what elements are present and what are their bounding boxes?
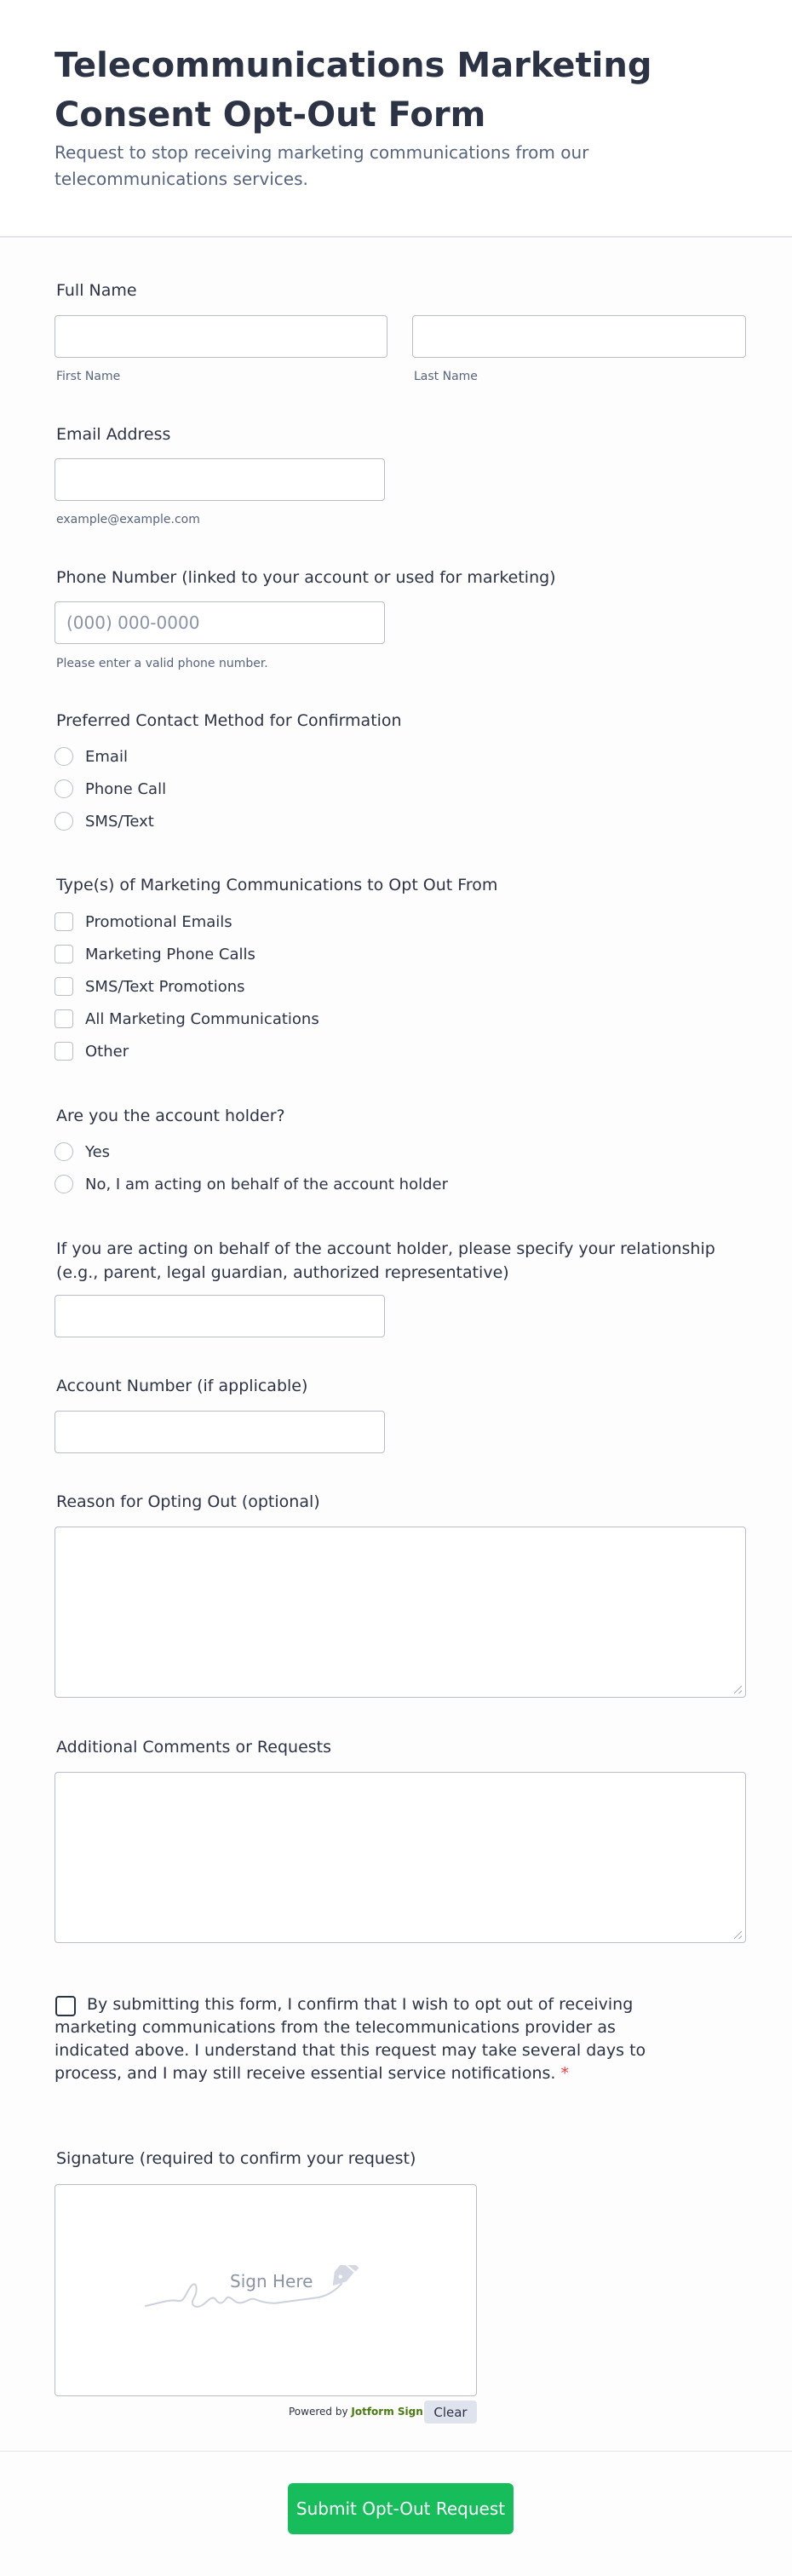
powered-brand[interactable]: Jotform Sign [351,2406,423,2418]
first-name-sublabel: First Name [56,370,121,383]
powered-prefix: Powered by [289,2406,348,2418]
footer-divider [0,2451,792,2452]
email-label: Email Address [56,425,171,444]
resize-handle-icon[interactable] [734,1931,742,1939]
last-name-sublabel: Last Name [414,370,478,383]
comm-type-option[interactable] [55,975,245,998]
comm-type-option[interactable] [55,1007,319,1031]
email-input[interactable] [55,458,385,501]
radio-circle[interactable] [55,1142,73,1161]
checkbox-square[interactable] [55,977,73,996]
comm-type-option-label: All Marketing Communications [85,1009,319,1028]
comm-type-option-label: Promotional Emails [85,912,232,931]
comments-label: Additional Comments or Requests [56,1738,331,1757]
comm-type-option[interactable] [55,910,232,934]
phone-sublabel: Please enter a valid phone number. [56,657,268,670]
signature-label: Signature (required to confirm your request) [56,2149,416,2168]
reason-label: Reason for Opting Out (optional) [56,1492,320,1511]
checkbox-square[interactable] [55,1009,73,1028]
reason-textarea[interactable] [55,1527,746,1698]
form-title: Telecommunications Marketing Consent Opt-Out Form [55,46,652,135]
contact-method-option-label: SMS/Text [85,812,154,831]
clear-signature-button[interactable]: Clear [424,2401,477,2424]
contact-method-option-label: Phone Call [85,779,167,798]
radio-circle[interactable] [55,812,73,831]
full-name-label: Full Name [56,281,137,300]
phone-input[interactable]: (000) 000-0000 [55,601,385,644]
signature-placeholder: Sign Here [230,2271,313,2291]
consent-text: By submitting this form, I confirm that I wish to opt out of receiving marketing communications from the telecommunications provider as indicated above. I understand that this request may take several days to process, and I may still receive essential service notifications. [55,1995,646,2083]
comm-type-option-label: SMS/Text Promotions [85,977,245,996]
contact-method-option[interactable] [55,777,166,801]
radio-circle[interactable] [55,747,73,766]
email-sublabel: example@example.com [56,513,200,526]
account-holder-option[interactable] [55,1140,110,1164]
radio-circle[interactable] [55,1175,73,1193]
contact-method-option[interactable] [55,809,154,833]
resize-handle-icon[interactable] [734,1686,742,1693]
contact-method-label: Preferred Contact Method for Confirmation [56,711,402,730]
checkbox-square[interactable] [55,945,73,963]
submit-button[interactable]: Submit Opt-Out Request [288,2483,514,2534]
checkbox-square[interactable] [55,1042,73,1061]
relationship-input[interactable] [55,1295,385,1337]
signature-pad[interactable] [55,2184,477,2396]
last-name-input[interactable] [412,315,746,358]
account-holder-label: Are you the account holder? [56,1107,285,1125]
comments-textarea[interactable] [55,1772,746,1943]
phone-label: Phone Number (linked to your account or used for marketing) [56,568,556,587]
comm-type-option[interactable] [55,942,255,966]
checkbox-square[interactable] [55,912,73,931]
pen-nib-icon [326,2265,359,2291]
comm-type-option-label: Marketing Phone Calls [85,945,255,963]
contact-method-option-label: Email [85,747,128,766]
form-subtitle: Request to stop receiving marketing communications from our telecommunications services. [55,142,589,189]
radio-circle[interactable] [55,779,73,798]
account-number-label: Account Number (if applicable) [56,1377,308,1395]
form-header [0,0,792,238]
account-holder-option[interactable] [55,1172,448,1196]
account-number-input[interactable] [55,1411,385,1453]
powered-by [289,2406,423,2418]
first-name-input[interactable] [55,315,387,358]
consent-statement [55,1993,651,2085]
comm-types-label: Type(s) of Marketing Communications to Opt Out From [56,876,498,894]
comm-type-option[interactable] [55,1039,129,1063]
account-holder-option-label: No, I am acting on behalf of the account holder [85,1175,449,1193]
account-holder-option-label: Yes [85,1142,111,1161]
relationship-label: If you are acting on behalf of the account holder, please specify your relationship (e.g., parent, legal guardian, authorized representative) [56,1239,715,1282]
contact-method-option[interactable] [55,745,128,768]
comm-type-option-label: Other [85,1042,129,1061]
required-asterisk: * [560,2064,569,2083]
